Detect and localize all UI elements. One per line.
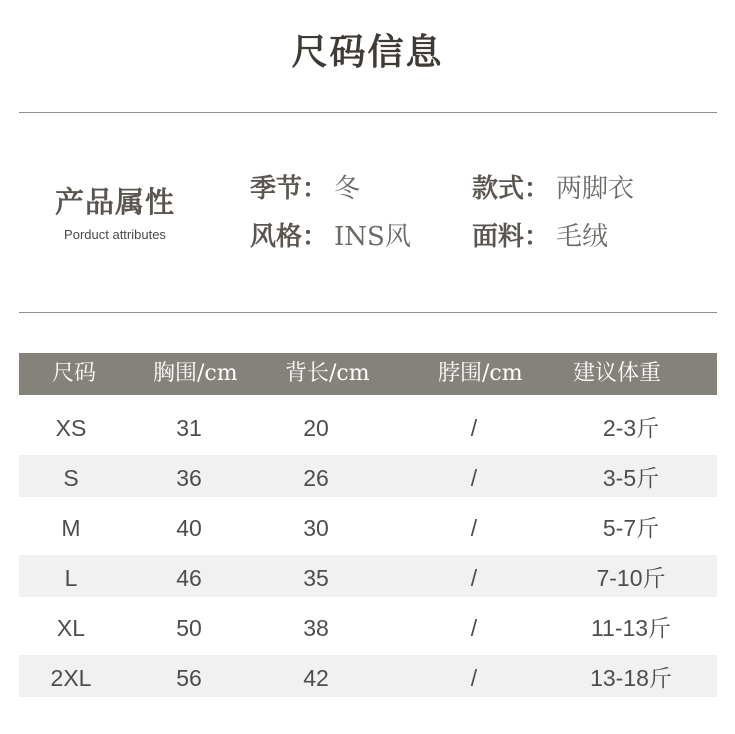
attribute-fabric — [472, 216, 608, 253]
cell-weight: 11-13斤 — [590, 615, 672, 641]
divider-middle — [19, 312, 717, 313]
attribute-value: 两脚衣 — [556, 174, 635, 204]
attribute-value: 冬 — [334, 174, 361, 204]
table-row — [19, 655, 717, 697]
table-row — [19, 605, 717, 647]
cell-weight: 5-7斤 — [602, 515, 660, 541]
attribute-look — [250, 216, 411, 253]
header-back-length: 背长/cm — [285, 361, 370, 386]
cell-size: S — [63, 465, 79, 491]
cell-neck: / — [470, 615, 478, 641]
cell-chest: 46 — [176, 565, 202, 591]
cell-size: M — [61, 515, 81, 541]
table-row — [19, 455, 717, 497]
table-row — [19, 555, 717, 597]
attribute-style — [472, 168, 634, 205]
cell-back-length: 42 — [303, 665, 329, 691]
header-weight: 建议体重 — [573, 361, 662, 386]
cell-neck: / — [470, 515, 478, 541]
attributes-heading-cn: 产品属性 — [54, 185, 175, 219]
cell-back-length: 20 — [303, 415, 329, 441]
table-row — [19, 505, 717, 547]
attributes-heading — [40, 180, 190, 242]
cell-neck: / — [470, 465, 478, 491]
attribute-key: 面料： — [472, 222, 551, 252]
attribute-key: 季节： — [250, 174, 329, 204]
page-title: 尺码信息 — [291, 32, 444, 73]
cell-back-length: 30 — [303, 515, 329, 541]
cell-chest: 50 — [176, 615, 202, 641]
cell-weight: 2-3斤 — [602, 415, 660, 441]
divider-top — [19, 112, 717, 113]
attribute-key: 风格： — [250, 222, 329, 252]
attributes-heading-en: Porduct attributes — [64, 227, 166, 242]
cell-back-length: 35 — [303, 565, 329, 591]
cell-weight: 7-10斤 — [596, 565, 666, 591]
header-neck: 脖围/cm — [438, 361, 523, 386]
size-table-header — [19, 353, 717, 395]
header-chest: 胸围/cm — [153, 361, 238, 386]
cell-chest: 36 — [176, 465, 202, 491]
cell-chest: 40 — [176, 515, 202, 541]
cell-chest: 31 — [176, 415, 202, 441]
cell-size: 2XL — [50, 665, 92, 691]
header-size: 尺码 — [52, 361, 97, 386]
cell-size: XL — [56, 615, 86, 641]
cell-back-length: 26 — [303, 465, 329, 491]
cell-neck: / — [470, 415, 478, 441]
attribute-season — [250, 168, 360, 205]
cell-weight: 3-5斤 — [602, 465, 660, 491]
table-row — [19, 405, 717, 447]
cell-back-length: 38 — [303, 615, 329, 641]
cell-size: XS — [55, 415, 87, 441]
attribute-key: 款式： — [472, 174, 551, 204]
attribute-value: 毛绒 — [556, 222, 609, 252]
cell-weight: 13-18斤 — [590, 665, 672, 691]
attribute-value: INS风 — [334, 222, 411, 252]
cell-size: L — [64, 565, 78, 591]
cell-chest: 56 — [176, 665, 202, 691]
cell-neck: / — [470, 565, 478, 591]
cell-neck: / — [470, 665, 478, 691]
